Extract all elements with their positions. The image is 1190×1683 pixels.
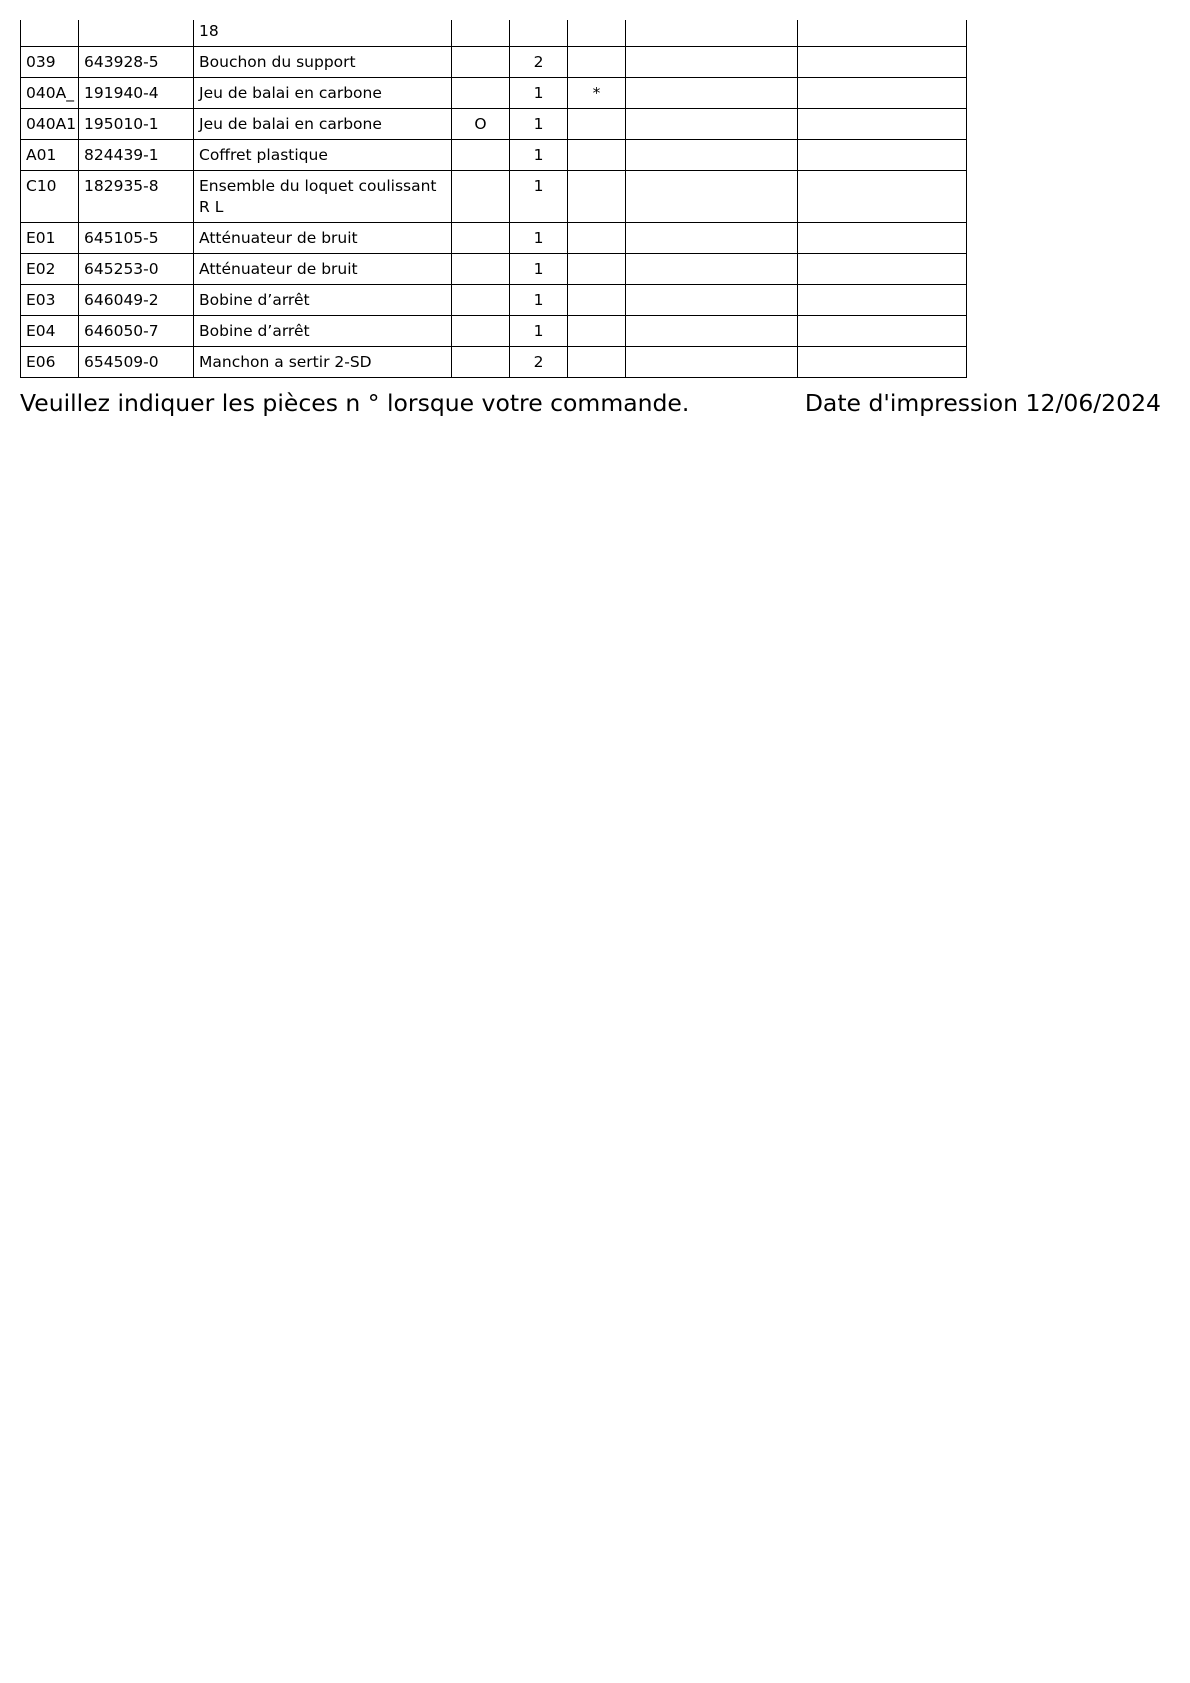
cell-part-number: 645105-5 [79, 223, 194, 254]
cell-quantity: 1 [510, 109, 568, 140]
cell-quantity [510, 20, 568, 47]
cell-part-number: 646049-2 [79, 285, 194, 316]
cell-part-number: 824439-1 [79, 140, 194, 171]
cell-col8 [798, 109, 967, 140]
cell-col8 [798, 140, 967, 171]
cell-quantity: 1 [510, 171, 568, 223]
cell-col7 [626, 20, 798, 47]
cell-description: Bobine d’arrêt [194, 316, 452, 347]
cell-description: Jeu de balai en carbone [194, 109, 452, 140]
cell-col8 [798, 78, 967, 109]
cell-ref: E06 [21, 347, 79, 378]
cell-col8 [798, 254, 967, 285]
cell-ref: 039 [21, 47, 79, 78]
cell-col7 [626, 109, 798, 140]
table-row [21, 254, 967, 285]
cell-description: Ensemble du loquet coulissant R L [194, 171, 452, 223]
cell-part-number: 646050-7 [79, 316, 194, 347]
cell-description: Bobine d’arrêt [194, 285, 452, 316]
cell-part-number: 643928-5 [79, 47, 194, 78]
cell-col4 [452, 47, 510, 78]
cell-col7 [626, 347, 798, 378]
cell-quantity: 1 [510, 285, 568, 316]
print-date: Date d'impression 12/06/2024 [804, 389, 1161, 417]
cell-col6 [568, 223, 626, 254]
cell-ref: 040A1 [21, 109, 79, 140]
cell-col8 [798, 347, 967, 378]
cell-col4 [452, 171, 510, 223]
table-row [21, 20, 967, 47]
cell-ref [21, 20, 79, 47]
cell-col4 [452, 347, 510, 378]
cell-ref: 040A_ [21, 78, 79, 109]
cell-quantity: 2 [510, 47, 568, 78]
cell-quantity: 2 [510, 347, 568, 378]
cell-part-number: 195010-1 [79, 109, 194, 140]
cell-ref: C10 [21, 171, 79, 223]
cell-col7 [626, 316, 798, 347]
cell-col8 [798, 171, 967, 223]
cell-col4 [452, 316, 510, 347]
cell-col8 [798, 47, 967, 78]
cell-col4 [452, 20, 510, 47]
cell-ref: A01 [21, 140, 79, 171]
table-row [21, 78, 967, 109]
cell-col6 [568, 47, 626, 78]
cell-col6 [568, 347, 626, 378]
table-row [21, 47, 967, 78]
cell-part-number: 654509-0 [79, 347, 194, 378]
cell-col6 [568, 20, 626, 47]
cell-col4 [452, 140, 510, 171]
table-row [21, 223, 967, 254]
cell-col6 [568, 285, 626, 316]
cell-col6 [568, 171, 626, 223]
cell-col8 [798, 316, 967, 347]
cell-col6 [568, 316, 626, 347]
cell-description: Atténuateur de bruit [194, 223, 452, 254]
parts-table-body [21, 20, 967, 378]
cell-col4 [452, 254, 510, 285]
cell-description: 18 [194, 20, 452, 47]
cell-col4: O [452, 109, 510, 140]
cell-part-number: 191940-4 [79, 78, 194, 109]
cell-col7 [626, 223, 798, 254]
table-row [21, 316, 967, 347]
cell-col7 [626, 78, 798, 109]
cell-description: Manchon a sertir 2-SD [194, 347, 452, 378]
cell-part-number: 645253-0 [79, 254, 194, 285]
cell-description: Atténuateur de bruit [194, 254, 452, 285]
parts-table [20, 20, 967, 378]
cell-col6: * [568, 78, 626, 109]
cell-ref: E02 [21, 254, 79, 285]
cell-col4 [452, 223, 510, 254]
table-row [21, 140, 967, 171]
table-row [21, 347, 967, 378]
cell-quantity: 1 [510, 78, 568, 109]
cell-ref: E01 [21, 223, 79, 254]
cell-col7 [626, 140, 798, 171]
cell-description: Bouchon du support [194, 47, 452, 78]
cell-col8 [798, 20, 967, 47]
order-note: Veuillez indiquer les pièces n ° lorsque votre commande. [20, 389, 690, 417]
cell-col7 [626, 254, 798, 285]
cell-quantity: 1 [510, 140, 568, 171]
cell-col6 [568, 254, 626, 285]
cell-description: Coffret plastique [194, 140, 452, 171]
cell-col7 [626, 171, 798, 223]
cell-col4 [452, 78, 510, 109]
cell-description: Jeu de balai en carbone [194, 78, 452, 109]
cell-part-number [79, 20, 194, 47]
cell-quantity: 1 [510, 254, 568, 285]
cell-ref: E03 [21, 285, 79, 316]
cell-quantity: 1 [510, 316, 568, 347]
cell-quantity: 1 [510, 223, 568, 254]
cell-col8 [798, 223, 967, 254]
cell-col6 [568, 109, 626, 140]
table-row [21, 171, 967, 223]
cell-col7 [626, 285, 798, 316]
cell-col6 [568, 140, 626, 171]
table-row [21, 109, 967, 140]
cell-col7 [626, 47, 798, 78]
cell-col4 [452, 285, 510, 316]
cell-ref: E04 [21, 316, 79, 347]
cell-col8 [798, 285, 967, 316]
table-row [21, 285, 967, 316]
cell-part-number: 182935-8 [79, 171, 194, 223]
